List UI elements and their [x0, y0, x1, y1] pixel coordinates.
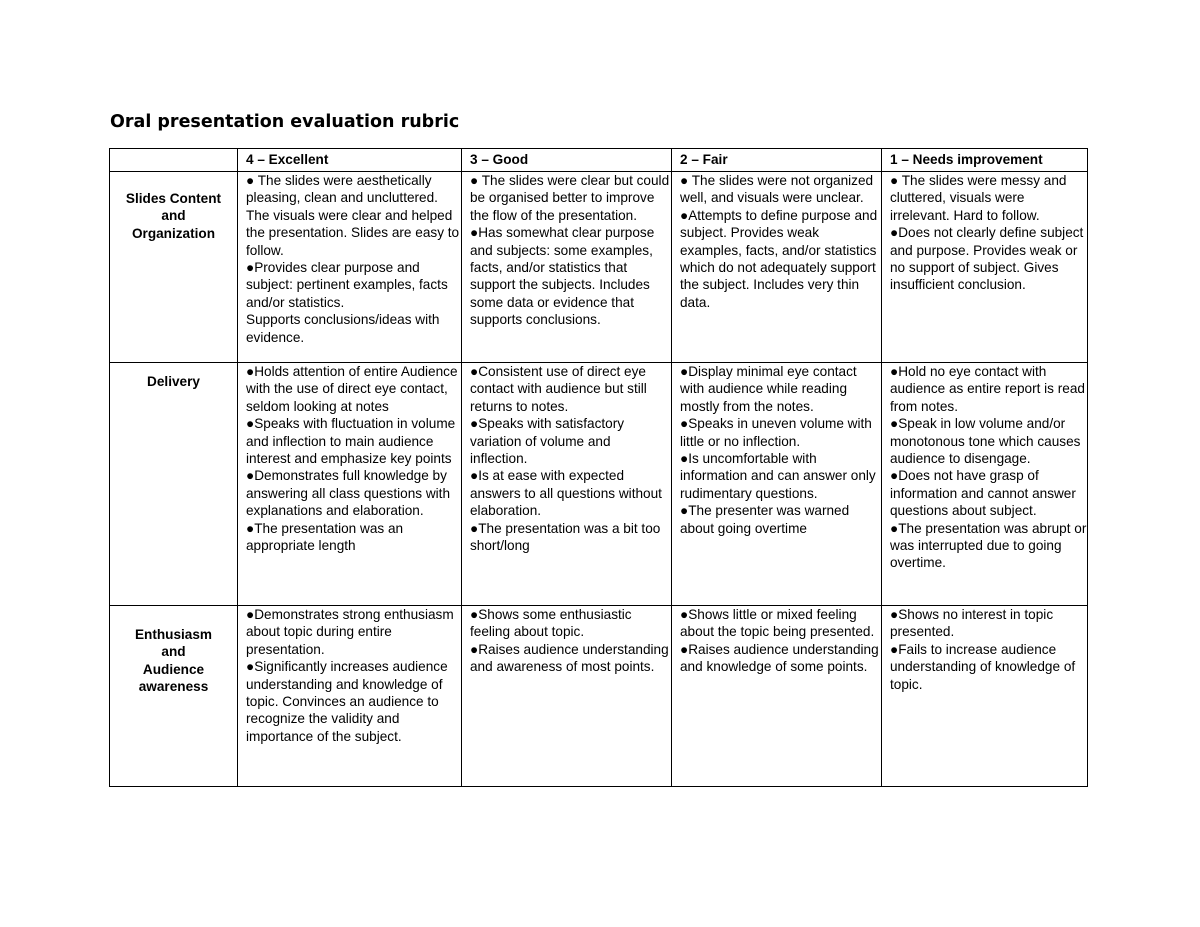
- criteria-cell-fair: [672, 606, 882, 787]
- criteria-text: ●Shows no interest in topic presented. ●Fails to increase audience understanding of knowledge of topic.: [890, 607, 1076, 692]
- criteria-text: ●Demonstrates strong enthusiasm about topic during entire presentation. ●Significantly increases audience understanding and knowledge of topic. Convinces an audience to recognize the validity and importance of the subject.: [246, 607, 454, 744]
- criteria-text: ●Shows some enthusiastic feeling about topic. ●Raises audience understanding and awareness of most points.: [470, 607, 669, 675]
- criteria-cell-fair: [672, 363, 882, 606]
- page-title: Oral presentation evaluation rubric: [110, 112, 460, 132]
- criteria-text: ●Hold no eye contact with audience as entire report is read from notes. ●Speak in low volume and/or monotonous tone which causes audience to disengage. ●Does not have grasp of information and cannot answer questions about subject. ●The presentation was abrupt or was interrupted due to going overtime.: [890, 364, 1087, 571]
- row-label-cell: [110, 606, 238, 787]
- criteria-cell-good: [462, 363, 672, 606]
- criteria-text: ● The slides were messy and cluttered, visuals were irrelevant. Hard to follow. ●Does not clearly define subject and purpose. Provides weak or no support of subject. Gives insufficient conclusion.: [890, 173, 1084, 293]
- row-label-cell: [110, 172, 238, 363]
- criteria-text: ●Display minimal eye contact with audience while reading mostly from the notes. ●Speaks in uneven volume with little or no inflection. ●Is uncomfortable with information and can answer only rudimentary questions. ●The presenter was warned about going overtime: [680, 364, 876, 536]
- header-row: [110, 149, 1088, 172]
- criteria-cell-excellent: [238, 363, 462, 606]
- criteria-cell-needs-improvement: [882, 363, 1088, 606]
- row-label-delivery: Delivery: [147, 374, 200, 389]
- criteria-text: ●Consistent use of direct eye contact with audience but still returns to notes. ●Speaks with satisfactory variation of volume and inflection. ●Is at ease with expected answers to all questions without elaboration. ●The presentation was a bit too short/long: [470, 364, 662, 554]
- criteria-cell-good: [462, 606, 672, 787]
- criteria-text: ● The slides were clear but could be organised better to improve the flow of the presentation. ●Has somewhat clear purpose and subjects: some examples, facts, and/or statistics that support the subjects. Includes some data or evidence that supports conclusions.: [470, 173, 670, 328]
- criteria-text: ● The slides were aesthetically pleasing, clean and uncluttered. The visuals were clear and helped the presentation. Slides are easy to follow. ●Provides clear purpose and subject: pertinent examples, facts and/or statistics. Supports conclusions/ideas with evidence.: [246, 173, 460, 345]
- row-label-cell: [110, 363, 238, 606]
- row-label-slides-content: Slides Content and Organization: [125, 191, 222, 241]
- criteria-cell-excellent: [238, 172, 462, 363]
- header-cell-blank: [110, 149, 238, 172]
- criteria-text: ●Shows little or mixed feeling about the topic being presented. ●Raises audience understanding and knowledge of some points.: [680, 607, 879, 675]
- criteria-cell-fair: [672, 172, 882, 363]
- header-cell-excellent: 4 – Excellent: [238, 149, 462, 172]
- table-row-delivery: [110, 363, 1088, 606]
- row-label-enthusiasm: Enthusiasm and Audience awareness: [134, 627, 213, 695]
- table-row-slides-content: [110, 172, 1088, 363]
- table-row-enthusiasm: [110, 606, 1088, 787]
- header-cell-needs-improvement: 1 – Needs improvement: [882, 149, 1088, 172]
- criteria-cell-excellent: [238, 606, 462, 787]
- criteria-cell-needs-improvement: [882, 172, 1088, 363]
- criteria-cell-needs-improvement: [882, 606, 1088, 787]
- criteria-text: ●Holds attention of entire Audience with the use of direct eye contact, seldom looking at notes ●Speaks with fluctuation in volume and inflection to main audience interest and emphasize key points ●Demonstrates full knowledge by answering all class questions with explanations and elaboration. ●The presentation was an appropriate length: [246, 364, 458, 554]
- header-cell-fair: 2 – Fair: [672, 149, 882, 172]
- criteria-text: ● The slides were not organized well, and visuals were unclear. ●Attempts to define purpose and subject. Provides weak examples, facts, and/or statistics which do not adequately support the subject. Includes very thin data.: [680, 173, 878, 310]
- rubric-table: [109, 148, 1088, 787]
- criteria-cell-good: [462, 172, 672, 363]
- header-cell-good: 3 – Good: [462, 149, 672, 172]
